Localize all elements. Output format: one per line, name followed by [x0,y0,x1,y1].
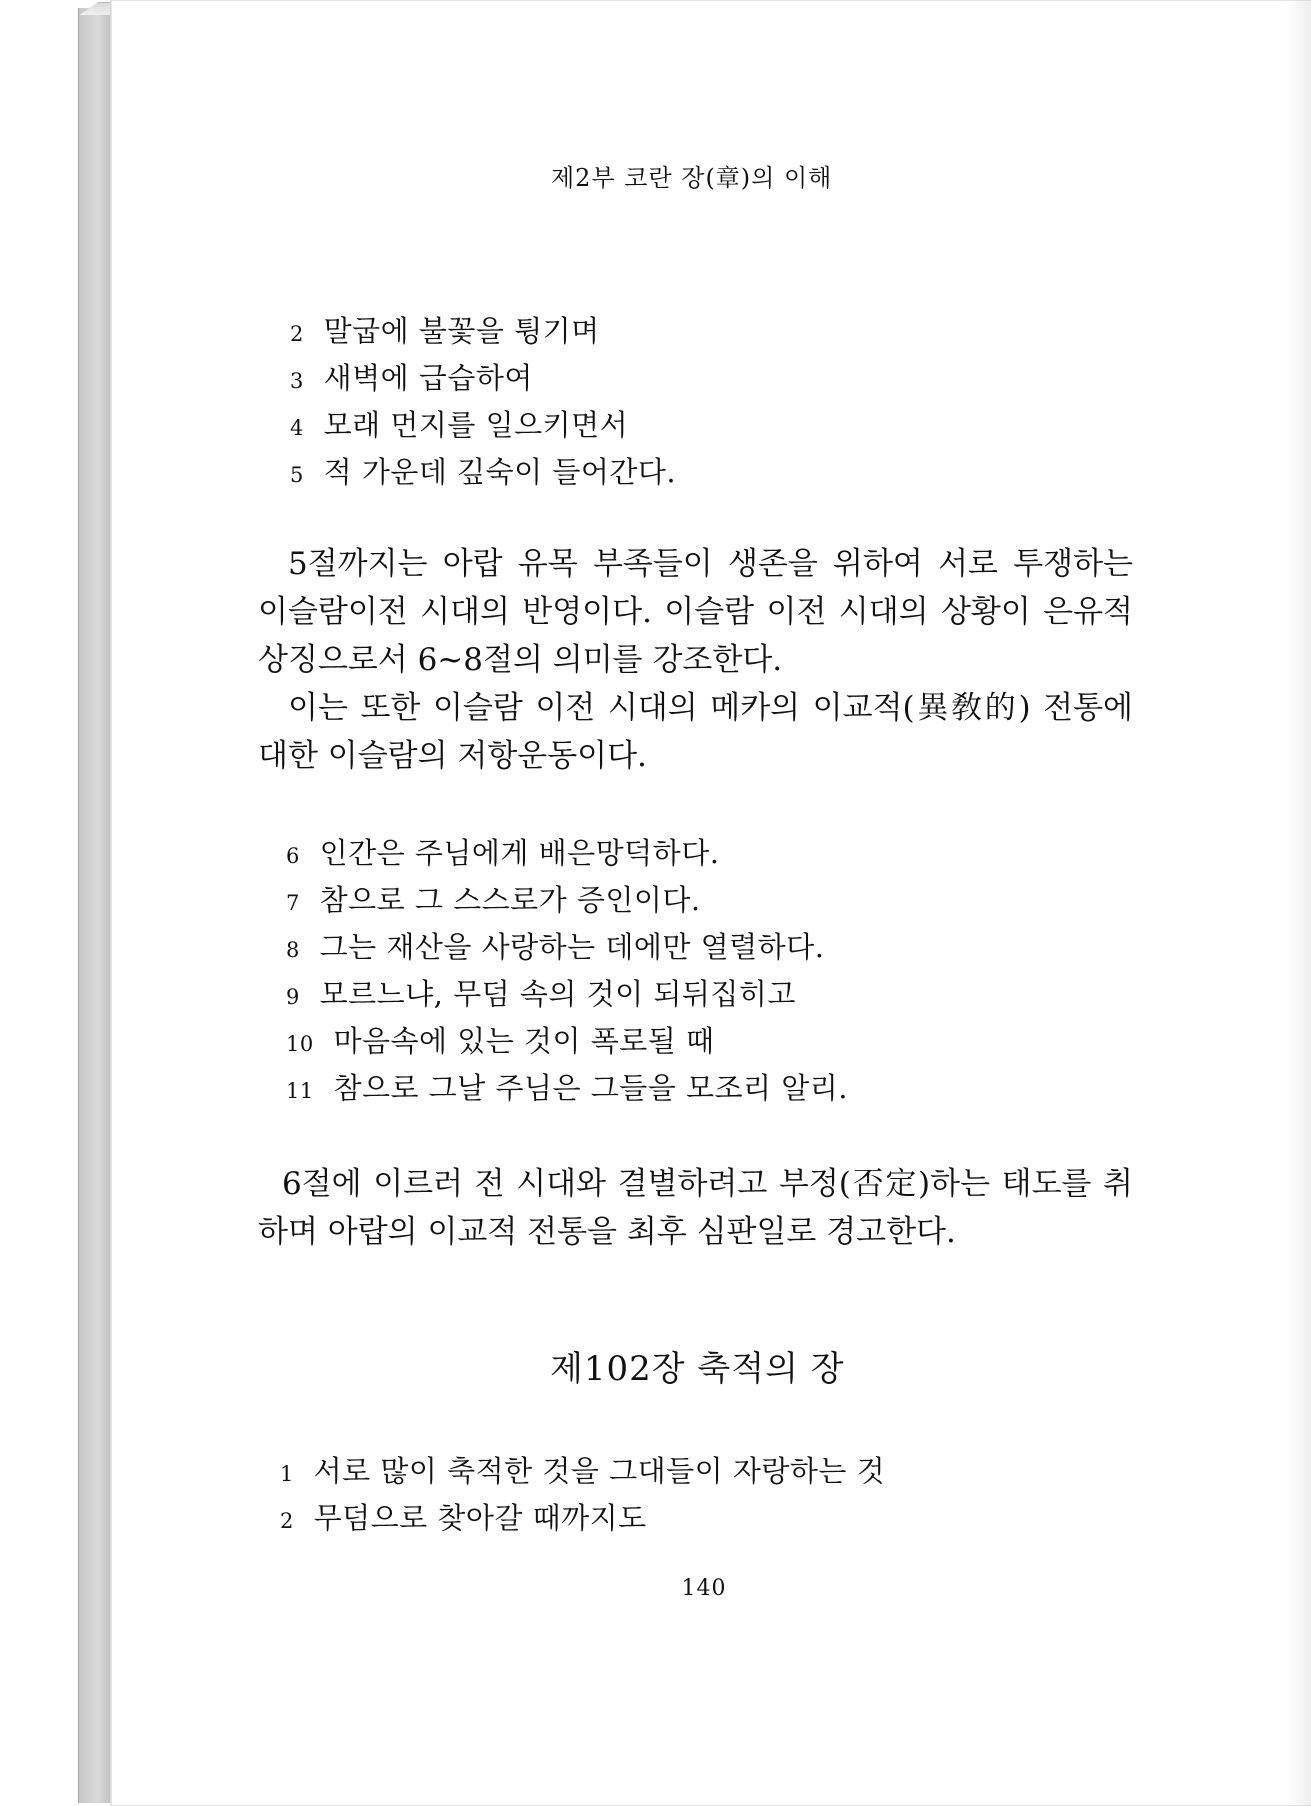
commentary-paragraph: 6절에 이르러 전 시대와 결별하려고 부정(否定)하는 태도를 취하며 아랍의 이교적 전통을 최후 심판일로 경고한다. [258,1166,1133,1250]
page-number: 140 [681,1576,727,1601]
verse-text: 적 가운데 깊숙이 들어간다. [323,455,677,489]
commentary-block-b [258,1160,1133,1256]
book-spine [78,8,113,1803]
verse-line [286,1065,848,1112]
verse-line [290,308,676,355]
verse-text: 모래 먼지를 일으키면서 [323,408,629,442]
verse-number: 11 [286,1079,314,1103]
verse-number: 10 [286,1032,314,1056]
commentary-block-a [258,540,1133,780]
verse-list-a [290,308,676,496]
verse-text: 새벽에 급습하여 [323,361,533,395]
verse-text: 참으로 그날 주님은 그들을 모조리 알리. [333,1071,848,1105]
chapter-title: 제102장 축적의 장 [550,1349,845,1389]
verse-text: 그는 재산을 사랑하는 데에만 열렬하다. [319,930,825,964]
verse-list-b [286,830,848,1112]
verse-text: 말굽에 불꽃을 튕기며 [323,314,600,348]
verse-line [286,971,848,1018]
verse-line [280,1495,885,1542]
verse-text: 마음속에 있는 것이 폭로될 때 [333,1024,715,1058]
verse-number: 2 [280,1509,294,1533]
verse-number: 2 [290,322,304,346]
page-right-shadow [1286,0,1311,1806]
verse-text: 참으로 그 스스로가 증인이다. [319,883,701,917]
verse-line [280,1448,885,1495]
verse-number: 4 [290,416,304,440]
verse-line [290,355,676,402]
commentary-paragraph: 5절까지는 아랍 유목 부족들이 생존을 위하여 서로 투쟁하는 이슬람이전 시대의 반영이다. 이슬람 이전 시대의 상황이 은유적 상징으로서 6~8절의 의미를 강조한다. [258,546,1133,678]
verse-text: 서로 많이 축적한 것을 그대들이 자랑하는 것 [313,1454,886,1488]
verse-line [286,830,848,877]
verse-number: 9 [286,985,300,1009]
verse-number: 7 [286,891,300,915]
verse-line [286,1018,848,1065]
verse-number: 5 [290,463,304,487]
verse-list-c [280,1448,885,1542]
verse-line [286,924,848,971]
verse-line [290,402,676,449]
running-head: 제2부 코란 장(章)의 이해 [551,164,833,192]
verse-text: 모르느냐, 무덤 속의 것이 되뒤집히고 [319,977,796,1011]
verse-text: 인간은 주님에게 배은망덕하다. [319,836,720,870]
verse-number: 8 [286,938,300,962]
verse-line [286,877,848,924]
verse-number: 6 [286,844,300,868]
verse-number: 3 [290,369,304,393]
verse-number: 1 [280,1462,294,1486]
verse-text: 무덤으로 찾아갈 때까지도 [313,1501,647,1535]
commentary-paragraph: 이는 또한 이슬람 이전 시대의 메카의 이교적(異敎的) 전통에 대한 이슬람의 저항운동이다. [258,690,1133,774]
verse-line [290,449,676,496]
